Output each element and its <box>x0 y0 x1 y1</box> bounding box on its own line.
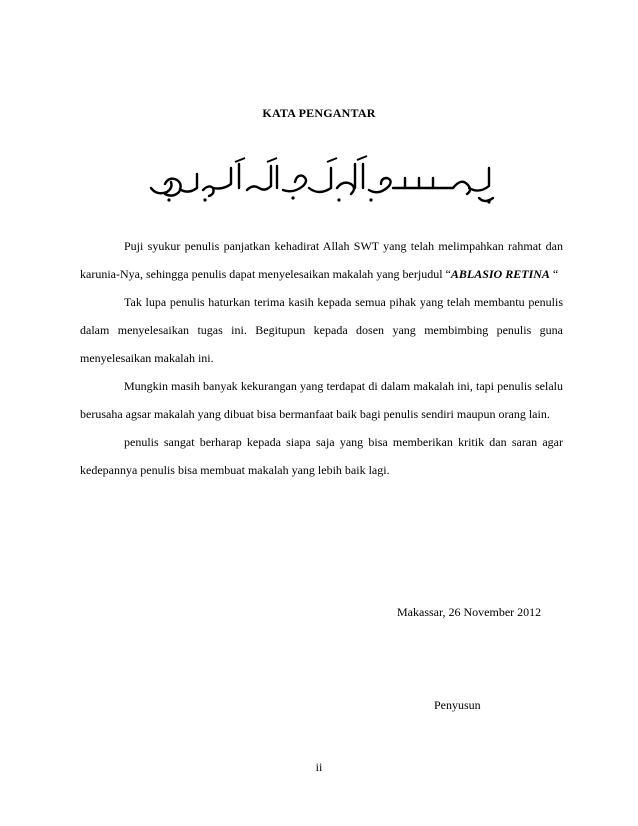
page-title: KATA PENGANTAR <box>262 106 376 120</box>
paragraph-1-text: Puji syukur penulis panjatkan kehadirat Allah SWT yang telah melimpahkan rahmat dan karunia-Nya, sehingga penulis dapat menyelesaikan makalah yang berjudul “ <box>80 239 563 281</box>
paragraph-4: penulis sangat berharap kepada siapa saja yang bisa memberikan kritik dan saran agar kedepannya penulis bisa membuat makalah yang lebih baik lagi. <box>80 435 563 477</box>
author-signature: Penyusun <box>434 698 481 712</box>
page-number: ii <box>315 760 323 774</box>
paragraph-2: Tak lupa penulis haturkan terima kasih kepada semua pihak yang telah membantu penulis dalam menyelesaikan tugas ini. Begitupun kepada dosen yang membimbing penulis guna menyelesaikan makalah ini. <box>80 295 563 365</box>
paragraph-1-text-end: “ <box>549 267 559 281</box>
place-date: Makassar, 26 November 2012 <box>397 605 542 619</box>
basmala-calligraphy <box>143 154 499 206</box>
body-text <box>80 232 563 484</box>
paragraph-1 <box>80 232 563 288</box>
paragraph-1-emphasis: ABLASIO RETINA <box>450 267 550 281</box>
paragraph-3: Mungkin masih banyak kekurangan yang terdapat di dalam makalah ini, tapi penulis selalu berusaha agsar makalah yang dibuat bisa bermanfaat baik bagi penulis sendiri maupun orang lain. <box>80 379 563 421</box>
